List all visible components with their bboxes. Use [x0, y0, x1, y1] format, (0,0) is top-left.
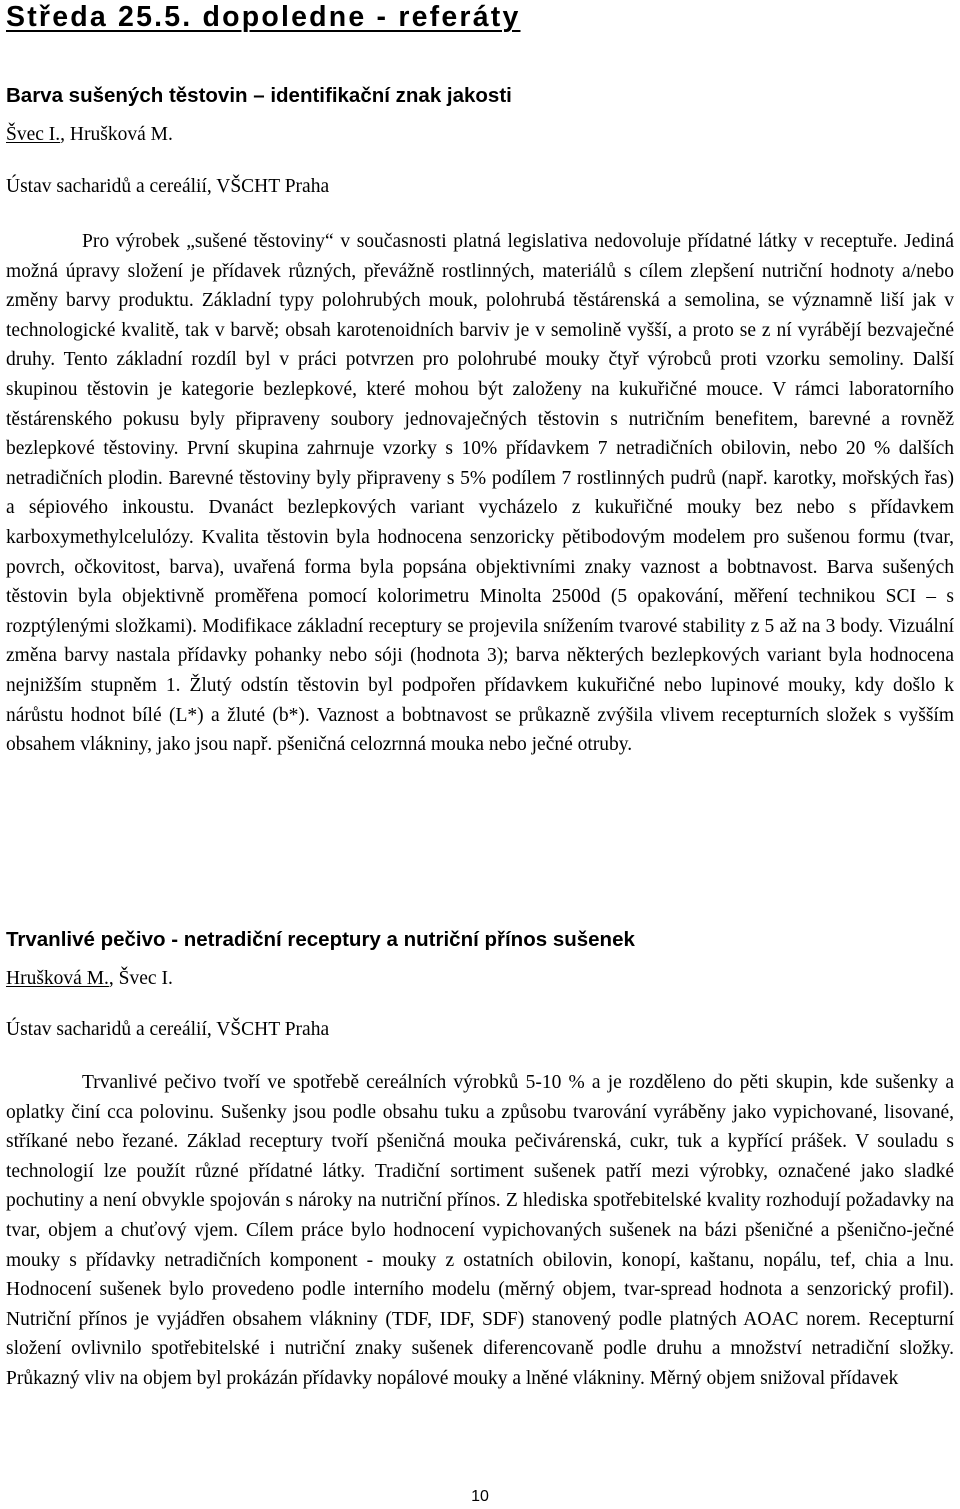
- author-svec: Švec I.: [6, 124, 61, 145]
- affiliation-2: Ústav sacharidů a cereálií, VŠCHT Praha: [6, 1019, 330, 1040]
- abstract-biscuits: Trvanlivé pečivo tvoří ve spotřebě cereálních výrobků 5-10 % a je rozděleno do pěti skupin, kde sušenky a oplatky činí cca polovinu. Sušenky jsou podle obsahu tuku a způsobu tvarování vyráběny jako vypichované, lisované, stříkané nebo řezané. Základ receptury tvoří pšeničná mouka pečivárenská, cukr, tuk a kypřící prášek. V souladu s technologií lze použít různé přídatné látky. Tradiční sortiment sušenek patří mezi výrobky, označené jako sladké pochutiny a není obvykle spojován s nároky na nutriční přínos. Z hlediska spotřebitelské kvality rozhodují požadavky na tvar, objem a chuťový vjem. Cílem práce bylo hodnocení vypichovaných sušenek na bázi pšeničné a pšenično-ječné mouky s přídavky netradičních komponent - mouky z ostatních obilovin, konopí, kaštanu, nopálu, tef, chia a lnu. Hodnocení sušenek bylo provedeno podle interního modelu (měrný objem, tvar-spread hodnota a senzorický profil). Nutriční přínos je vyjádřen obsahem vlákniny (TDF, IDF, SDF) stanovený podle platných AOAC norem. Recepturní složení ovlivnilo spotřebitelské i nutriční znaky sušenek diferencovaně podle druhu a množství netradiční složky. Průkazný vliv na objem byl prokázán přídavky nopálové mouky a lněné vlákniny. Měrný objem snižoval přídavek: [6, 1072, 954, 1389]
- affiliation-1: Ústav sacharidů a cereálií, VŠCHT Praha: [6, 176, 330, 197]
- author-hruskova: Hrušková M.: [6, 968, 109, 989]
- author-hruskova: Hrušková M.: [69, 124, 173, 145]
- page-number: 10: [471, 1488, 489, 1505]
- author-separator: ,: [108, 968, 119, 989]
- author-svec: Švec I.: [118, 968, 173, 989]
- authors-line-1: [6, 121, 173, 149]
- article-title-biscuits: Trvanlivé pečivo - netradiční receptury a nutriční přínos sušenek: [6, 928, 635, 951]
- article-title-pasta-color: Barva sušených těstovin – identifikační znak jakosti: [6, 84, 512, 107]
- page-heading: Středa 25.5. dopoledne - referáty: [6, 1, 521, 33]
- authors-line-2: [6, 965, 173, 993]
- abstract-pasta-color: Pro výrobek „sušené těstoviny“ v současnosti platná legislativa nedovoluje přídatné látky v receptuře. Jediná možná úpravy složení je přídavek různých, převážně rostlinných, materiálů s cílem zlepšení nutriční hodnoty a/nebo změny barvy produktu. Základní typy polohrubých mouk, polohrubá těstárenská a semolina, se významně liší jak v technologické kvalitě, tak v barvě; obsah karotenoidních barviv je v semolině vyšší, a proto se z ní vyrábějí bezvaječné druhy. Tento základní rozdíl byl v práci potvrzen pro polohrubé mouky čtyř výrobců proti vzorku semoliny. Další skupinou těstovin je kategorie bezlepkové, které mohou být založeny na kukuřičné mouce. V rámci laboratorního těstárenského pokusu byly připraveny soubory jednovaječných těstovin s nutričním benefitem, barevné a rovněž bezlepkové těstoviny. První skupina zahrnuje vzorky s 10% přídavkem 7 netradičních obilovin, nebo 20 % dalších netradičních plodin. Barevné těstoviny byly připraveny s 5% podílem 7 rostlinných pudrů (např. karotky, mořských řas) a sépiového inkoustu. Dvanáct bezlepkových variant vycházelo z kukuřičné mouky bez nebo s přídavkem karboxymethylcelulózy. Kvalita těstovin byla hodnocena senzoricky pětibodovým modelem pro sušenou formu (tvar, povrch, očkovitost, barva), uvařená forma byla popsána objektivními znaky vaznost a bobtnavost. Barva sušených těstovin byla objektivně proměřena pomocí kolorimetru Minolta 2500d (5 opakování, měření technikou SCI – s rozptýlenými složkami). Modifikace základní receptury se projevila snížením tvarové stability z 5 až na 3 body. Vizuální změna barvy nastala přídavky pohanky nebo sóji (hodnota 3); barva některých bezlepkových variant byla hodnocena nejnižším stupněm 1. Žlutý odstín těstovin byl podpořen přídavkem kukuřičné nebo lupinové mouky, kdy došlo k nárůstu hodnot bílé (L*) a žluté (b*). Vaznost a bobtnavost se průkazně zvýšila vlivem recepturních složek s vyšším obsahem vlákniny, jako jsou např. pšeničná celozrnná mouka nebo ječné otruby.: [6, 231, 954, 756]
- author-separator: ,: [60, 124, 70, 145]
